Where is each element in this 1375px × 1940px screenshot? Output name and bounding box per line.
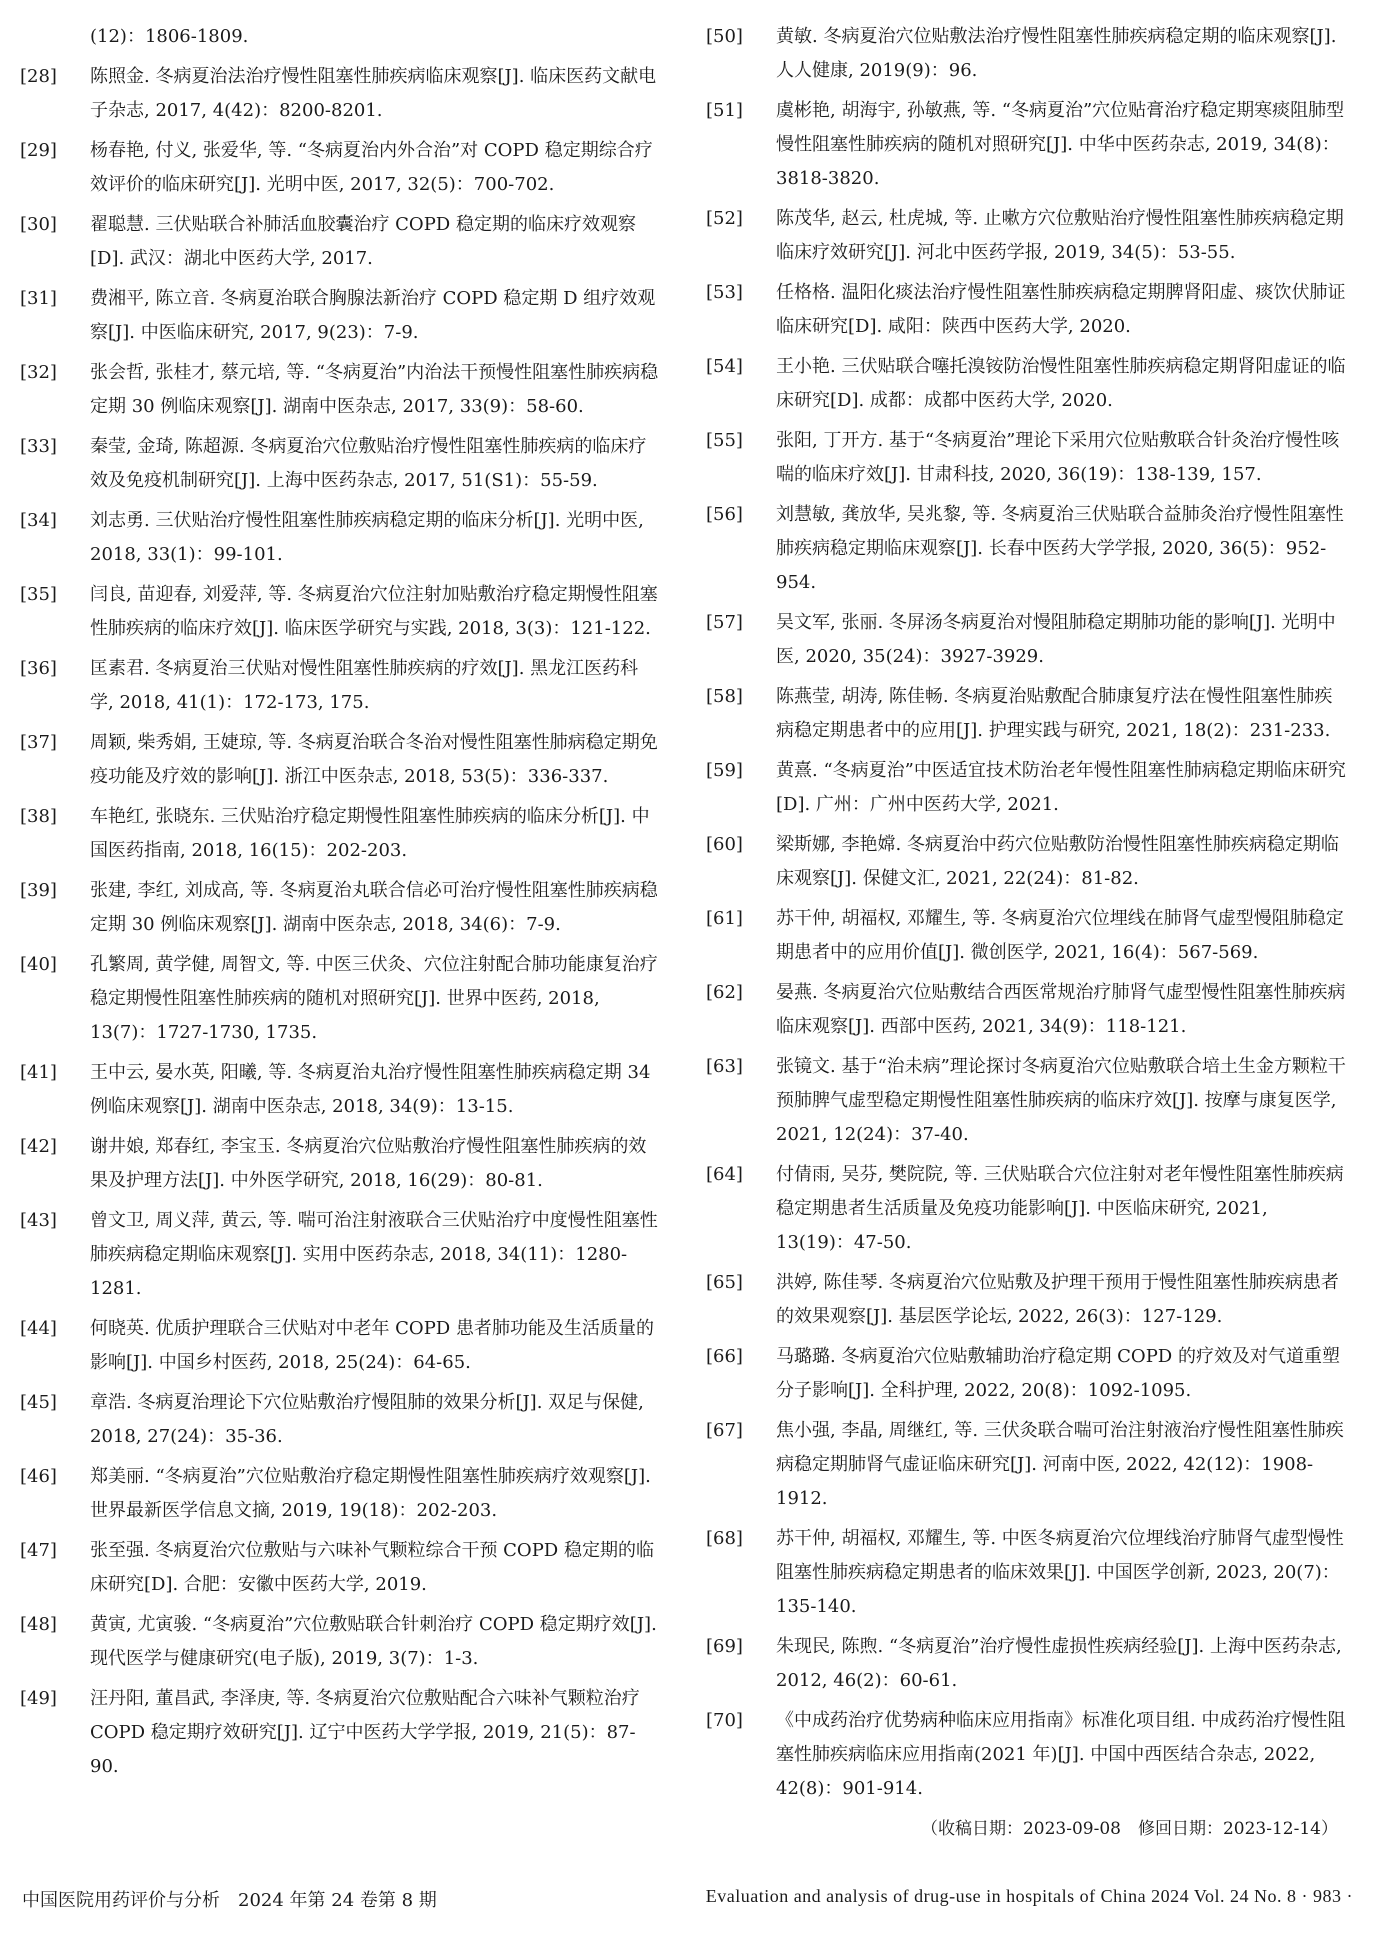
reference-text: 孔繁周, 黄学健, 周智文, 等. 中医三伏灸、穴位注射配合肺功能康复治疗稳定期慢性阻塞性肺疾病的随机对照研究[J]. 世界中医药, 2018, 13(7)：1727-1730, 1735.	[90, 954, 658, 1043]
references-left-column	[20, 20, 660, 1790]
reference-number: [43]	[20, 1210, 57, 1231]
reference-text: 何晓英. 优质护理联合三伏贴对中老年 COPD 患者肺功能及生活质量的影响[J]. 中国乡村医药, 2018, 25(24)：64-65.	[90, 1318, 654, 1373]
reference-entry	[20, 800, 660, 868]
reference-text: 黄寅, 尤寅骏. “冬病夏治”穴位敷贴联合针刺治疗 COPD 稳定期疗效[J]. 现代医学与健康研究(电子版), 2019, 3(7)：1-3.	[90, 1614, 657, 1669]
reference-entry	[706, 1266, 1346, 1334]
reference-text: 闫良, 苗迎春, 刘爱萍, 等. 冬病夏治穴位注射加贴敷治疗稳定期慢性阻塞性肺疾病的临床疗效[J]. 临床医学研究与实践, 2018, 3(3)：121-122.	[90, 584, 658, 639]
reference-text: 秦莹, 金琦, 陈超源. 冬病夏治穴位敷贴治疗慢性阻塞性肺疾病的临床疗效及免疫机制研究[J]. 上海中医药杂志, 2017, 51(S1)：55-59.	[90, 436, 647, 491]
reference-entry	[706, 1704, 1346, 1806]
reference-number: [44]	[20, 1318, 57, 1339]
reference-text: 朱现民, 陈煦. “冬病夏治”治疗慢性虚损性疾病经验[J]. 上海中医药杂志, 2012, 46(2)：60-61.	[776, 1636, 1342, 1691]
reference-entry	[706, 20, 1346, 88]
reference-number: [42]	[20, 1136, 57, 1157]
reference-number: [31]	[20, 288, 57, 309]
reference-number: [69]	[706, 1636, 743, 1657]
reference-text: 费湘平, 陈立音. 冬病夏治联合胸腺法新治疗 COPD 稳定期 D 组疗效观察[J]. 中医临床研究, 2017, 9(23)：7-9.	[90, 288, 656, 343]
reference-entry	[20, 60, 660, 128]
reference-number: [59]	[706, 760, 743, 781]
reference-entry	[20, 430, 660, 498]
reference-number: [49]	[20, 1688, 57, 1709]
reference-text: 黄熹. “冬病夏治”中医适宜技术防治老年慢性阻塞性肺病稳定期临床研究[D]. 广州：广州中医药大学, 2021.	[776, 760, 1346, 815]
reference-entry	[20, 1534, 660, 1602]
reference-text: 吴文军, 张丽. 冬屏汤冬病夏治对慢阻肺稳定期肺功能的影响[J]. 光明中医, 2020, 35(24)：3927-3929.	[776, 612, 1336, 667]
reference-number: [50]	[706, 26, 743, 47]
reference-text: 匡素君. 冬病夏治三伏贴对慢性阻塞性肺疾病的疗效[J]. 黑龙江医药科学, 2018, 41(1)：172-173, 175.	[90, 658, 639, 713]
reference-number: [35]	[20, 584, 57, 605]
reference-text: 陈燕莹, 胡涛, 陈佳畅. 冬病夏治贴敷配合肺康复疗法在慢性阻塞性肺疾病稳定期患者中的应用[J]. 护理实践与研究, 2021, 18(2)：231-233.	[776, 686, 1333, 741]
reference-entry	[706, 976, 1346, 1044]
reference-number: [36]	[20, 658, 57, 679]
reference-text: 章浩. 冬病夏治理论下穴位贴敷治疗慢阻肺的效果分析[J]. 双足与保健, 2018, 27(24)：35-36.	[90, 1392, 644, 1447]
reference-entry	[20, 504, 660, 572]
reference-text: 刘志勇. 三伏贴治疗慢性阻塞性肺疾病稳定期的临床分析[J]. 光明中医, 2018, 33(1)：99-101.	[90, 510, 644, 565]
reference-number: [39]	[20, 880, 57, 901]
reference-number: [66]	[706, 1346, 743, 1367]
reference-continuation: (12)：1806-1809.	[90, 26, 249, 47]
reference-text: 陈茂华, 赵云, 杜虎城, 等. 止嗽方穴位敷贴治疗慢性阻塞性肺疾病稳定期临床疗效研究[J]. 河北中医药学报, 2019, 34(5)：53-55.	[776, 208, 1344, 263]
reference-entry	[706, 1522, 1346, 1624]
reference-number: [60]	[706, 834, 743, 855]
reference-entry	[706, 1414, 1346, 1516]
reference-text: 马璐璐. 冬病夏治穴位贴敷辅助治疗稳定期 COPD 的疗效及对气道重塑分子影响[J]. 全科护理, 2022, 20(8)：1092-1095.	[776, 1346, 1340, 1401]
reference-text: 付倩雨, 吴芬, 樊院院, 等. 三伏贴联合穴位注射对老年慢性阻塞性肺疾病稳定期患者生活质量及免疫功能影响[J]. 中医临床研究, 2021, 13(19)：47-50.	[776, 1164, 1344, 1253]
reference-number: [33]	[20, 436, 57, 457]
reference-entry	[20, 578, 660, 646]
reference-number: [54]	[706, 356, 743, 377]
reference-text: 杨春艳, 付义, 张爱华, 等. “冬病夏治内外合治”对 COPD 稳定期综合疗效评价的临床研究[J]. 光明中医, 2017, 32(5)：700-702.	[90, 140, 653, 195]
reference-text: 张阳, 丁开方. 基于“冬病夏治”理论下采用穴位贴敷联合针灸治疗慢性咳喘的临床疗效[J]. 甘肃科技, 2020, 36(19)：138-139, 157.	[776, 430, 1340, 485]
reference-number: [56]	[706, 504, 743, 525]
reference-entry	[706, 1158, 1346, 1260]
reference-entry	[20, 1312, 660, 1380]
reference-text: 梁斯娜, 李艳嫦. 冬病夏治中药穴位贴敷防治慢性阻塞性肺疾病稳定期临床观察[J]. 保健文汇, 2021, 22(24)：81-82.	[776, 834, 1339, 889]
reference-entry	[706, 828, 1346, 896]
reference-entry	[20, 356, 660, 424]
reference-number: [45]	[20, 1392, 57, 1413]
reference-number: [63]	[706, 1056, 743, 1077]
reference-number: [37]	[20, 732, 57, 753]
reference-entry	[706, 424, 1346, 492]
reference-entry	[706, 1050, 1346, 1152]
reference-entry	[706, 94, 1346, 196]
reference-number: [57]	[706, 612, 743, 633]
reference-text: 张会哲, 张桂才, 蔡元培, 等. “冬病夏治”内治法干预慢性阻塞性肺疾病稳定期 30 例临床观察[J]. 湖南中医杂志, 2017, 33(9)：58-60.	[90, 362, 659, 417]
reference-entry	[706, 202, 1346, 270]
reference-text: 汪丹阳, 董昌武, 李泽庚, 等. 冬病夏治穴位敷贴配合六味补气颗粒治疗 COPD 稳定期疗效研究[J]. 辽宁中医药大学学报, 2019, 21(5)：87-90.	[90, 1688, 640, 1777]
reference-entry	[20, 134, 660, 202]
reference-number: [53]	[706, 282, 743, 303]
reference-list-left	[20, 60, 660, 1784]
reference-text: 陈照金. 冬病夏治法治疗慢性阻塞性肺疾病临床观察[J]. 临床医药文献电子杂志, 2017, 4(42)：8200-8201.	[90, 66, 657, 121]
reference-number: [55]	[706, 430, 743, 451]
reference-number: [61]	[706, 908, 743, 929]
reference-text: 虞彬艳, 胡海宇, 孙敏燕, 等. “冬病夏治”穴位贴膏治疗稳定期寒痰阻肺型慢性阻塞性肺疾病的随机对照研究[J]. 中华中医药杂志, 2019, 34(8)：3818-3820.	[776, 100, 1345, 189]
reference-entry	[706, 680, 1346, 748]
reference-entry	[20, 1204, 660, 1306]
reference-number: [28]	[20, 66, 57, 87]
page-footer	[0, 1886, 1375, 1926]
reference-entry	[706, 350, 1346, 418]
reference-text: 王中云, 晏水英, 阳曦, 等. 冬病夏治丸治疗慢性阻塞性肺疾病稳定期 34 例临床观察[J]. 湖南中医杂志, 2018, 34(9)：13-15.	[90, 1062, 651, 1117]
reference-number: [38]	[20, 806, 57, 827]
reference-entry	[706, 498, 1346, 600]
reference-number: [46]	[20, 1466, 57, 1487]
reference-text: 郑美丽. “冬病夏治”穴位贴敷治疗稳定期慢性阻塞性肺疾病疗效观察[J]. 世界最新医学信息文摘, 2019, 19(18)：202-203.	[90, 1466, 651, 1521]
reference-text: 曾文卫, 周义萍, 黄云, 等. 喘可治注射液联合三伏贴治疗中度慢性阻塞性肺疾病稳定期临床观察[J]. 实用中医药杂志, 2018, 34(11)：1280-1281.	[90, 1210, 658, 1299]
reference-number: [67]	[706, 1420, 743, 1441]
reference-number: [47]	[20, 1540, 57, 1561]
reference-text: 《中成药治疗优势病种临床应用指南》标准化项目组. 中成药治疗慢性阻塞性肺疾病临床应用指南(2021 年)[J]. 中国中西医结合杂志, 2022, 42(8)：901-914.	[776, 1710, 1346, 1799]
reference-text: 黄敏. 冬病夏治穴位贴敷法治疗慢性阻塞性肺疾病稳定期的临床观察[J]. 人人健康, 2019(9)：96.	[776, 26, 1337, 81]
reference-text: 谢井娘, 郑春红, 李宝玉. 冬病夏治穴位贴敷治疗慢性阻塞性肺疾病的效果及护理方法[J]. 中外医学研究, 2018, 16(29)：80-81.	[90, 1136, 647, 1191]
reference-number: [51]	[706, 100, 743, 121]
reference-entry	[20, 208, 660, 276]
reference-number: [32]	[20, 362, 57, 383]
reference-entry	[20, 1460, 660, 1528]
reference-text: 翟聪慧. 三伏贴联合补肺活血胶囊治疗 COPD 稳定期的临床疗效观察[D]. 武汉：湖北中医药大学, 2017.	[90, 214, 636, 269]
received-revised-dates: （收稿日期：2023-09-08 修回日期：2023-12-14）	[920, 1819, 1338, 1839]
reference-entry	[706, 1340, 1346, 1408]
reference-text: 晏燕. 冬病夏治穴位贴敷结合西医常规治疗肺肾气虚型慢性阻塞性肺疾病临床观察[J]. 西部中医药, 2021, 34(9)：118-121.	[776, 982, 1346, 1037]
reference-number: [52]	[706, 208, 743, 229]
footer-journal-cn: 中国医院用药评价与分析 2024 年第 24 卷第 8 期	[22, 1890, 437, 1911]
reference-entry	[20, 726, 660, 794]
reference-entry	[20, 874, 660, 942]
reference-number: [29]	[20, 140, 57, 161]
footer-journal-en: Evaluation and analysis of drug-use in hospitals of China 2024 Vol. 24 No. 8 · 983 ·	[705, 1886, 1353, 1906]
reference-text: 焦小强, 李晶, 周继红, 等. 三伏灸联合喘可治注射液治疗慢性阻塞性肺疾病稳定期肺肾气虚证临床研究[J]. 河南中医, 2022, 42(12)：1908-1912.	[776, 1420, 1344, 1509]
reference-entry	[20, 1608, 660, 1676]
reference-entry	[20, 1682, 660, 1784]
reference-text: 苏干仲, 胡福权, 邓耀生, 等. 冬病夏治穴位埋线在肺肾气虚型慢阻肺稳定期患者中的应用价值[J]. 微创医学, 2021, 16(4)：567-569.	[776, 908, 1344, 963]
reference-entry	[706, 276, 1346, 344]
reference-text: 张建, 李红, 刘成高, 等. 冬病夏治丸联合信必可治疗慢性阻塞性肺疾病稳定期 30 例临床观察[J]. 湖南中医杂志, 2018, 34(6)：7-9.	[90, 880, 658, 935]
reference-text: 刘慧敏, 龚放华, 吴兆黎, 等. 冬病夏治三伏贴联合益肺灸治疗慢性阻塞性肺疾病稳定期临床观察[J]. 长春中医药大学学报, 2020, 36(5)：952-954.	[776, 504, 1344, 593]
reference-entry	[20, 282, 660, 350]
reference-text: 车艳红, 张晓东. 三伏贴治疗稳定期慢性阻塞性肺疾病的临床分析[J]. 中国医药指南, 2018, 16(15)：202-203.	[90, 806, 650, 861]
reference-entry	[20, 948, 660, 1050]
reference-entry	[706, 754, 1346, 822]
reference-text: 张镜文. 基于“治未病”理论探讨冬病夏治穴位贴敷联合培土生金方颗粒干预肺脾气虚型稳定期慢性阻塞性肺疾病的临床疗效[J]. 按摩与康复医学, 2021, 12(24)：37-40.	[776, 1056, 1346, 1145]
reference-number: [58]	[706, 686, 743, 707]
reference-number: [34]	[20, 510, 57, 531]
reference-entry	[20, 1130, 660, 1198]
reference-text: 周颖, 柴秀娟, 王婕琼, 等. 冬病夏治联合冬治对慢性阻塞性肺病稳定期免疫功能及疗效的影响[J]. 浙江中医杂志, 2018, 53(5)：336-337.	[90, 732, 658, 787]
reference-number: [62]	[706, 982, 743, 1003]
references-right-column	[706, 20, 1346, 1846]
reference-text: 苏干仲, 胡福权, 邓耀生, 等. 中医冬病夏治穴位埋线治疗肺肾气虚型慢性阻塞性肺疾病稳定期患者的临床效果[J]. 中国医学创新, 2023, 20(7)：135-140.	[776, 1528, 1344, 1617]
reference-number: [64]	[706, 1164, 743, 1185]
reference-entry	[20, 1056, 660, 1124]
reference-number: [70]	[706, 1710, 743, 1731]
reference-text: 洪婷, 陈佳琴. 冬病夏治穴位贴敷及护理干预用于慢性阻塞性肺疾病患者的效果观察[J]. 基层医学论坛, 2022, 26(3)：127-129.	[776, 1272, 1339, 1327]
reference-entry	[706, 902, 1346, 970]
reference-entry	[706, 606, 1346, 674]
reference-text: 任格格. 温阳化痰法治疗慢性阻塞性肺疾病稳定期脾肾阳虚、痰饮伏肺证临床研究[D]. 咸阳：陕西中医药大学, 2020.	[776, 282, 1346, 337]
reference-number: [30]	[20, 214, 57, 235]
reference-text: 王小艳. 三伏贴联合噻托溴铵防治慢性阻塞性肺疾病稳定期肾阳虚证的临床研究[D]. 成都：成都中医药大学, 2020.	[776, 356, 1346, 411]
reference-number: [65]	[706, 1272, 743, 1293]
reference-number: [41]	[20, 1062, 57, 1083]
reference-entry	[20, 1386, 660, 1454]
reference-number: [68]	[706, 1528, 743, 1549]
reference-number: [40]	[20, 954, 57, 975]
reference-entry	[706, 1630, 1346, 1698]
reference-list-right	[706, 20, 1346, 1806]
reference-entry	[20, 652, 660, 720]
reference-number: [48]	[20, 1614, 57, 1635]
reference-text: 张至强. 冬病夏治穴位敷贴与六味补气颗粒综合干预 COPD 稳定期的临床研究[D]. 合肥：安徽中医药大学, 2019.	[90, 1540, 654, 1595]
